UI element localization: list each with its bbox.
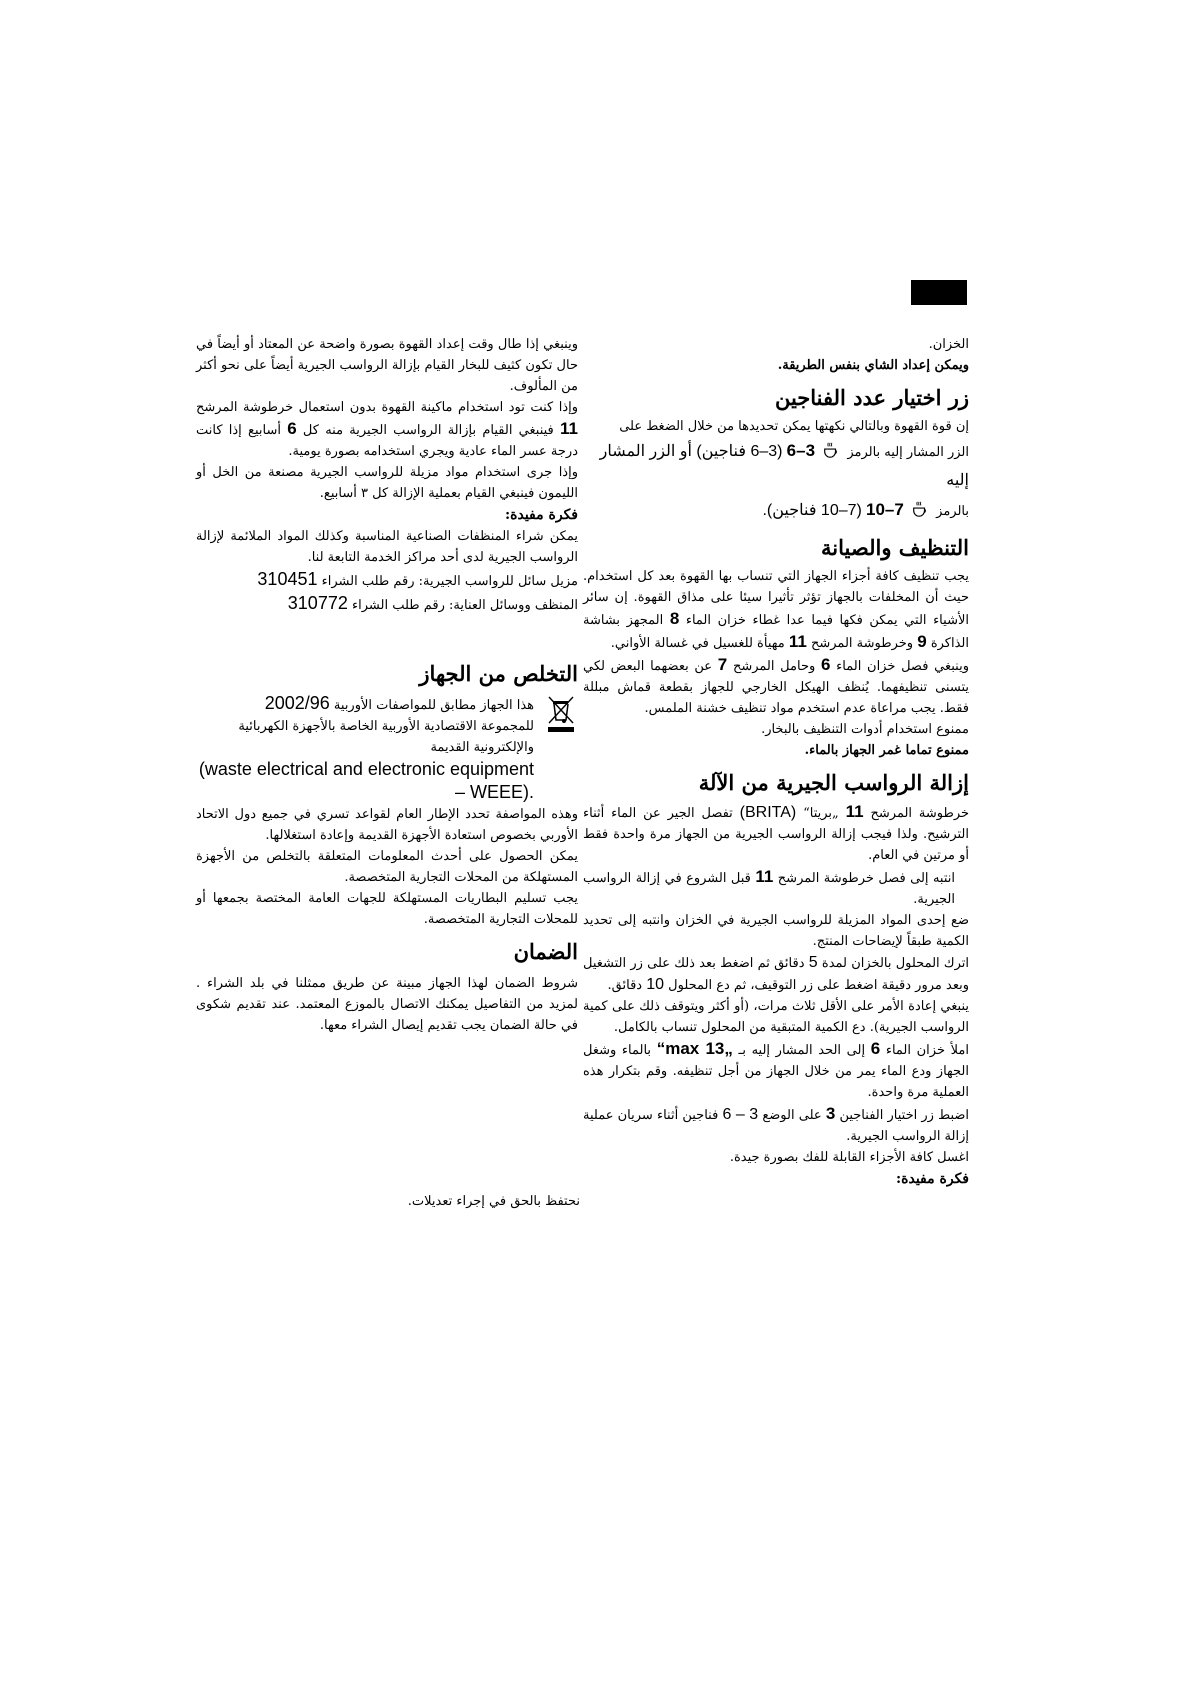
descaling-paragraph-1: خرطوشة المرشح 11 „بريتا“ (BRITA) تفصل الجير عن الماء أثناء الترشيح. ولذا فيجب إزالة الرواسب الجيرية من الجهاز مرة واحدة فقط أو مرتين في العام. — [583, 802, 970, 863]
disposal-paragraph-4: يجب تسليم البطاريات المستهلكة للجهات العامة المختصة بجمعها أو للمحلات التجارية المتخصصة. — [196, 891, 578, 927]
right-column — [583, 334, 969, 1190]
weee-notice — [196, 692, 578, 804]
order-number: 310772 — [287, 593, 348, 613]
disposal-section-title: التخلص من الجهاز — [419, 661, 578, 686]
descaling-paragraph-2: انتبه إلى فصل خرطوشة المرشح 11 قبل الشروع في إزالة الرواسب الجيرية. — [583, 867, 956, 907]
order-line-cleaner: المنظف ووسائل العناية: رقم طلب الشراء 310772 — [287, 593, 578, 613]
no-filter-paragraph: وإذا كنت تود استخدام ماكينة القهوة بدون استعمال خرطوشة المرشح 11 فينبغي القيام بإزالة الرواسب الجيرية منه كل 6 أسابيع إذا كانت درجة عسر الماء عادية ويجري استخدامه بصورة يومية. — [196, 400, 578, 459]
cups-line-1: إن قوة القهوة وبالتالي نكهتها يمكن تحديدها من خلال الضغط على — [619, 419, 969, 434]
descaling-paragraph-6: املأ خزان الماء 6 إلى الحد المشار إليه بـ „max 13“ بالماء وشغل الجهاز ودع الماء يمر من خلال الجهاز من أجل تنظيفه. وقم بتكرار هذه العملية مرة واحدة. — [583, 1039, 969, 1100]
cleaning-section-title: التنظيف والصيانة — [821, 535, 969, 560]
cleaning-steam-warning: ممنوع استخدام أدوات التنظيف بالبخار. — [761, 722, 969, 737]
descaling-frequency-paragraph: وينبغي إذا طال وقت إعداد القهوة بصورة واضحة عن المعتاد أو أيضاً في حال تكون كثيف للبخار القيام بإزالة الرواسب الجيرية أيضاً على نحو أكثر من المألوف. — [196, 337, 578, 394]
cups-range-small: 3–6 — [786, 441, 816, 460]
cups-range-large: 7–10 — [866, 500, 904, 519]
cleaning-paragraph-1: يجب تنظيف كافة أجزاء الجهاز التي تنساب بها القهوة بعد كل استخدام. حيث أن المخلفات بالجهاز تؤثر تأثيرا سيئا على مذاق القهوة. إن سائر الأشياء التي يمكن فكها فيما عدا غطاء خزان الماء 8 المجهز بشاشة الذاكرة 9 وخرطوشة المرشح 11 مهيأة للغسيل في غسالة الأواني. — [583, 569, 969, 651]
weee-crossed-bin-icon — [544, 694, 578, 734]
warranty-paragraph: شروط الضمان لهذا الجهاز مبينة عن طريق ممثلنا في بلد الشراء . لمزيد من التفاصيل يمكنك الاتصال بالموزع المعتمد. عند تقديم شكوى في حالة الضمان يجب تقديم إيصال الشراء معها. — [196, 976, 578, 1033]
cleaning-paragraph-2: وينبغي فصل خزان الماء 6 وحامل المرشح 7 عن بعضهما البعض لكي يتسنى تنظيفهما. يُنظف الهيكل الخارجي للجهاز بقطعة قماش مبللة فقط. يجب مراعاة عدم استخدم مواد تنظيف خشنة الملمس. — [583, 655, 969, 716]
intro-tail: الخزان. — [928, 337, 969, 352]
order-number: 310451 — [257, 569, 318, 589]
left-column — [196, 334, 578, 1036]
order-line-descaler: مزيل سائل للرواسب الجيرية: رقم طلب الشراء 310451 — [257, 569, 578, 589]
vinegar-lemon-paragraph: وإذا جرى استخدام مواد مزيلة للرواسب الجيرية مصنعة من الخل أو الليمون فينبغي القيام بعملية الإزالة كل ٣ أسابيع. — [196, 465, 578, 501]
disposal-paragraph-3: يمكن الحصول على أحدث المعلومات المتعلقة بالتخلص من الأجهزة المستهلكة من المحلات التجارية المتخصصة. — [196, 849, 578, 885]
footer-note: نحتفظ بالحق في إجراء تعديلات. — [407, 1194, 580, 1209]
cups-line-2: الزر المشار إليه بالرمز 3–6 (3–6 فناجين) أو الزر المشار إليه — [599, 441, 969, 489]
warranty-section-title: الضمان — [513, 939, 578, 964]
descaling-section-title: إزالة الرواسب الجيرية من الآلة — [698, 770, 969, 795]
descaling-paragraph-8: اغسل كافة الأجزاء القابلة للفك بصورة جيدة. — [729, 1150, 969, 1165]
tea-note: ويمكن إعداد الشاي بنفس الطريقة. — [777, 358, 969, 373]
tip-text: يمكن شراء المنظفات الصناعية المناسبة وكذلك المواد الملائمة لإزالة الرواسب الجيرية لدى أحد مراكز الخدمة التابعة لنا. — [196, 529, 578, 565]
descaling-paragraph-7: اضبط زر اختيار الفناجين 3 على الوضع 3 – 6 فناجين أثناء سريان عملية إزالة الرواسب الجيرية. — [583, 1104, 970, 1144]
cup-icon — [822, 441, 840, 459]
cups-line-3: بالرمز 7–10 (7–10 فناجين). — [762, 500, 969, 519]
disposal-paragraph-2: وهذه المواصفة تحدد الإطار العام لقواعد تسري في جميع دول الاتحاد الأوربي بخصوص استعادة الأجهزة القديمة وإعادة استغلالها. — [196, 807, 578, 843]
descaling-tip-label: فكرة مفيدة: — [895, 1171, 969, 1187]
max-level-label: „max 13“ — [656, 1039, 733, 1058]
descaling-paragraph-5: ينبغي إعادة الأمر على الأقل ثلاث مرات، (أو أكثر ويتوقف ذلك على كمية الرواسب الجيرية). دع الكمية المتبقية من المحلول تنساب بالكامل. — [583, 999, 969, 1035]
cleaning-immersion-warning: ممنوع تماما غمر الجهاز بالماء. — [804, 743, 969, 758]
directive-number: 2002/96 — [264, 693, 330, 713]
weee-english: (waste electrical and electronic equipment – WEEE). — [198, 759, 534, 802]
cup-icon — [911, 500, 929, 518]
cups-section-title: زر اختيار عدد الفناجين — [774, 385, 969, 410]
page-section-marker — [911, 280, 967, 305]
tip-label: فكرة مفيدة: — [504, 507, 578, 523]
weee-directive-line: هذا الجهاز مطابق للمواصفات الأوربية 2002/96 — [264, 693, 534, 713]
weee-directive-desc: للمجموعة الاقتصادية الأوربية الخاصة بالأجهزة الكهربائية والإلكترونية القديمة — [238, 719, 534, 755]
descaling-paragraph-4: اترك المحلول بالخزان لمدة 5 دقائق ثم اضغط بعد ذلك على زر التشغيل وبعد مرور دقيقة اضغط على زر التوقيف، ثم دع المحلول 10 دقائق. — [583, 954, 969, 993]
descaling-paragraph-3: ضع إحدى المواد المزيلة للرواسب الجيرية في الخزان وانتبه إلى تحديد الكمية طبقاً لإيضاحات المنتج. — [583, 913, 969, 949]
